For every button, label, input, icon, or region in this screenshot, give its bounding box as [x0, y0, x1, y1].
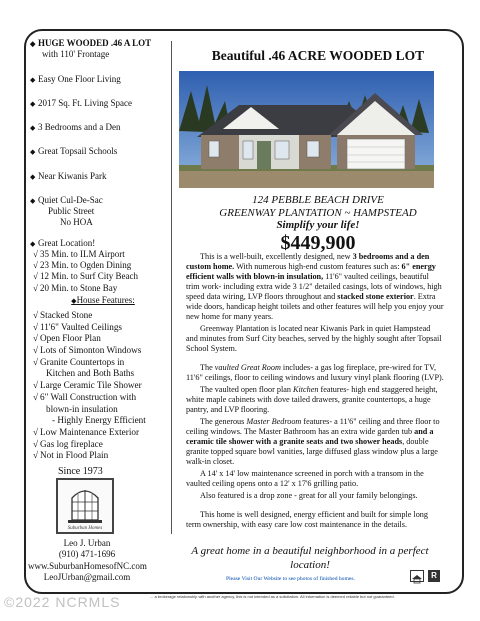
website-note[interactable]: Please Visit Our Website to see photos of finished homes. [226, 576, 355, 582]
property-price: $449,900 [280, 232, 356, 254]
house-features-title: ◆ House Features: [36, 295, 170, 306]
living-feature: ◆ Easy One Floor Living [30, 74, 170, 85]
company-logo [56, 478, 114, 534]
column-divider [171, 41, 172, 534]
house-feature-item: √ 11'6" Vaulted Ceilings [30, 322, 170, 334]
house-feature-item: √ Gas log fireplace [30, 439, 170, 451]
house-feature-item: √ Not in Flood Plain [30, 450, 170, 462]
realtor-icon: R [428, 570, 440, 582]
location-item: √ 23 Min. to Ogden Dining [30, 260, 170, 271]
house-features-list [30, 310, 170, 462]
description [186, 252, 444, 532]
house-photo [179, 71, 434, 188]
property-heading [182, 194, 454, 232]
since-year: Since 1973 [58, 466, 103, 477]
house-feature-item: √ 6" Wall Construction with [30, 392, 170, 404]
schools-feature: ◆ Great Topsail Schools [30, 146, 170, 157]
agent-email[interactable]: LeoJUrban@gmail.com [43, 571, 131, 582]
description-porch: A 14' x 14' low maintenance screened in porch with a transom in the vaulted ceiling opens onto a 12' x 17'6 grilling patio. [186, 469, 424, 488]
description-master: The generous Master Bedroom features- a 11'6" ceiling and three floor to ceiling windows. The Master Bathroom has an extra wide garden tub and a ceramic tile shower with a granite seats and two shower heads, double granite topped square bowl vanities, large diffused glass window plus a large walk-in closet. [186, 417, 440, 466]
property-address: 124 PEBBLE BEACH DRIVE [252, 194, 384, 206]
location-section [30, 238, 170, 307]
house-feature-item: √ Low Maintenance Exterior [30, 427, 170, 439]
house-feature-item: √ Open Floor Plan [30, 333, 170, 345]
feature-list [30, 38, 170, 462]
description-intro: This is a well-built, excellently designed, new 3 bedrooms and a den custom home. With numerous high-end custom features such as: 6" energy efficient walls with blown-in insulation, 11'6" vaulted ceilings, beautiful trim work- including extra wide 3 1/2" detailed casings, lots of windows, high speed data wiring, LVP floors throughout and stacked stone exterior. Extra wide doors, handicap height toilets and other features will help you enjoy your new home for many years. [186, 252, 444, 321]
house-feature-item: - Highly Energy Efficient [52, 415, 146, 426]
description-great-room: The vaulted Great Room includes- a gas log fireplace, pre-wired for TV, 11'6" ceilings, floor to ceiling windows and luxury vinyl plank flooring (LVP). [186, 363, 444, 382]
agent-website[interactable]: www.SuburbanHomesofNC.com [28, 560, 147, 571]
street-feature: ◆ Quiet Cul-De-Sac Public Street No HOA [30, 195, 170, 229]
house-feature-item: √ Granite Countertops in [30, 357, 170, 369]
property-tagline: Simplify your life! [276, 219, 360, 232]
description-kitchen: The vaulted open floor plan Kitchen features- high end staggered height, white maple cabinets with dove tailed drawers, granite countertops, a huge pantry, and LVP flooring. [186, 385, 438, 414]
lot-frontage: with 110' Frontage [42, 49, 110, 60]
sqft-feature: ◆ 2017 Sq. Ft. Living Space [30, 98, 170, 109]
house-logo-icon [58, 480, 112, 532]
location-item: √ 20 Min. to Stone Bay [30, 283, 170, 294]
description-drop-zone: Also featured is a drop zone - great for all your family belongings. [200, 491, 418, 500]
description-closing: This home is well designed, energy efficient and built for simple long term ownership, with easy care low cost maintenance in the details. [186, 510, 428, 529]
property-community: GREENWAY PLANTATION ~ HAMPSTEAD [219, 206, 417, 219]
house-feature-item: √ Large Ceramic Tile Shower [30, 380, 170, 392]
lot-title: Beautiful .46 ACRE WOODED LOT [211, 48, 425, 63]
closing-tagline: A great home in a beautiful neighborhood in a perfect location! [191, 545, 429, 571]
house-photo-image [179, 71, 434, 188]
location-item: √ 35 Min. to ILM Airport [30, 249, 170, 260]
park-feature: ◆ Near Kiwanis Park [30, 171, 170, 182]
rooms-feature: ◆ 3 Bedrooms and a Den [30, 122, 170, 133]
equal-housing-logo-icon [411, 574, 423, 584]
equal-housing-icon [410, 570, 424, 582]
house-feature-item: blown-in insulation [46, 403, 118, 414]
house-feature-item: √ Stacked Stone [30, 310, 170, 322]
location-title: ◆ Great Location! [30, 238, 170, 249]
lot-feature: ◆ HUGE WOODED .46 A LOT with 110' Frontage [30, 38, 170, 61]
disclaimer: ... a brokerage relationship with another agency, this is not intended as a solicitation. All information is deemed reliable but not guaranteed. [150, 594, 395, 599]
mls-watermark: ©2022 NCRMLS [4, 594, 121, 610]
description-location: Greenway Plantation is located near Kiwanis Park in quiet Hampstead and minutes from Surf City beaches, served by the highly sought after Topsail School System. [186, 324, 442, 353]
agent-phone[interactable]: (910) 471-1696 [58, 549, 116, 560]
agent-name: Leo J. Urban [63, 538, 111, 548]
location-item: √ 12 Min. to Surf City Beach [30, 271, 170, 282]
house-feature-item: Kitchen and Both Baths [46, 368, 135, 379]
logo-text: Suburban Homes [67, 526, 103, 531]
agent-contact [28, 538, 146, 583]
house-feature-item: √ Lots of Simonton Windows [30, 345, 170, 357]
